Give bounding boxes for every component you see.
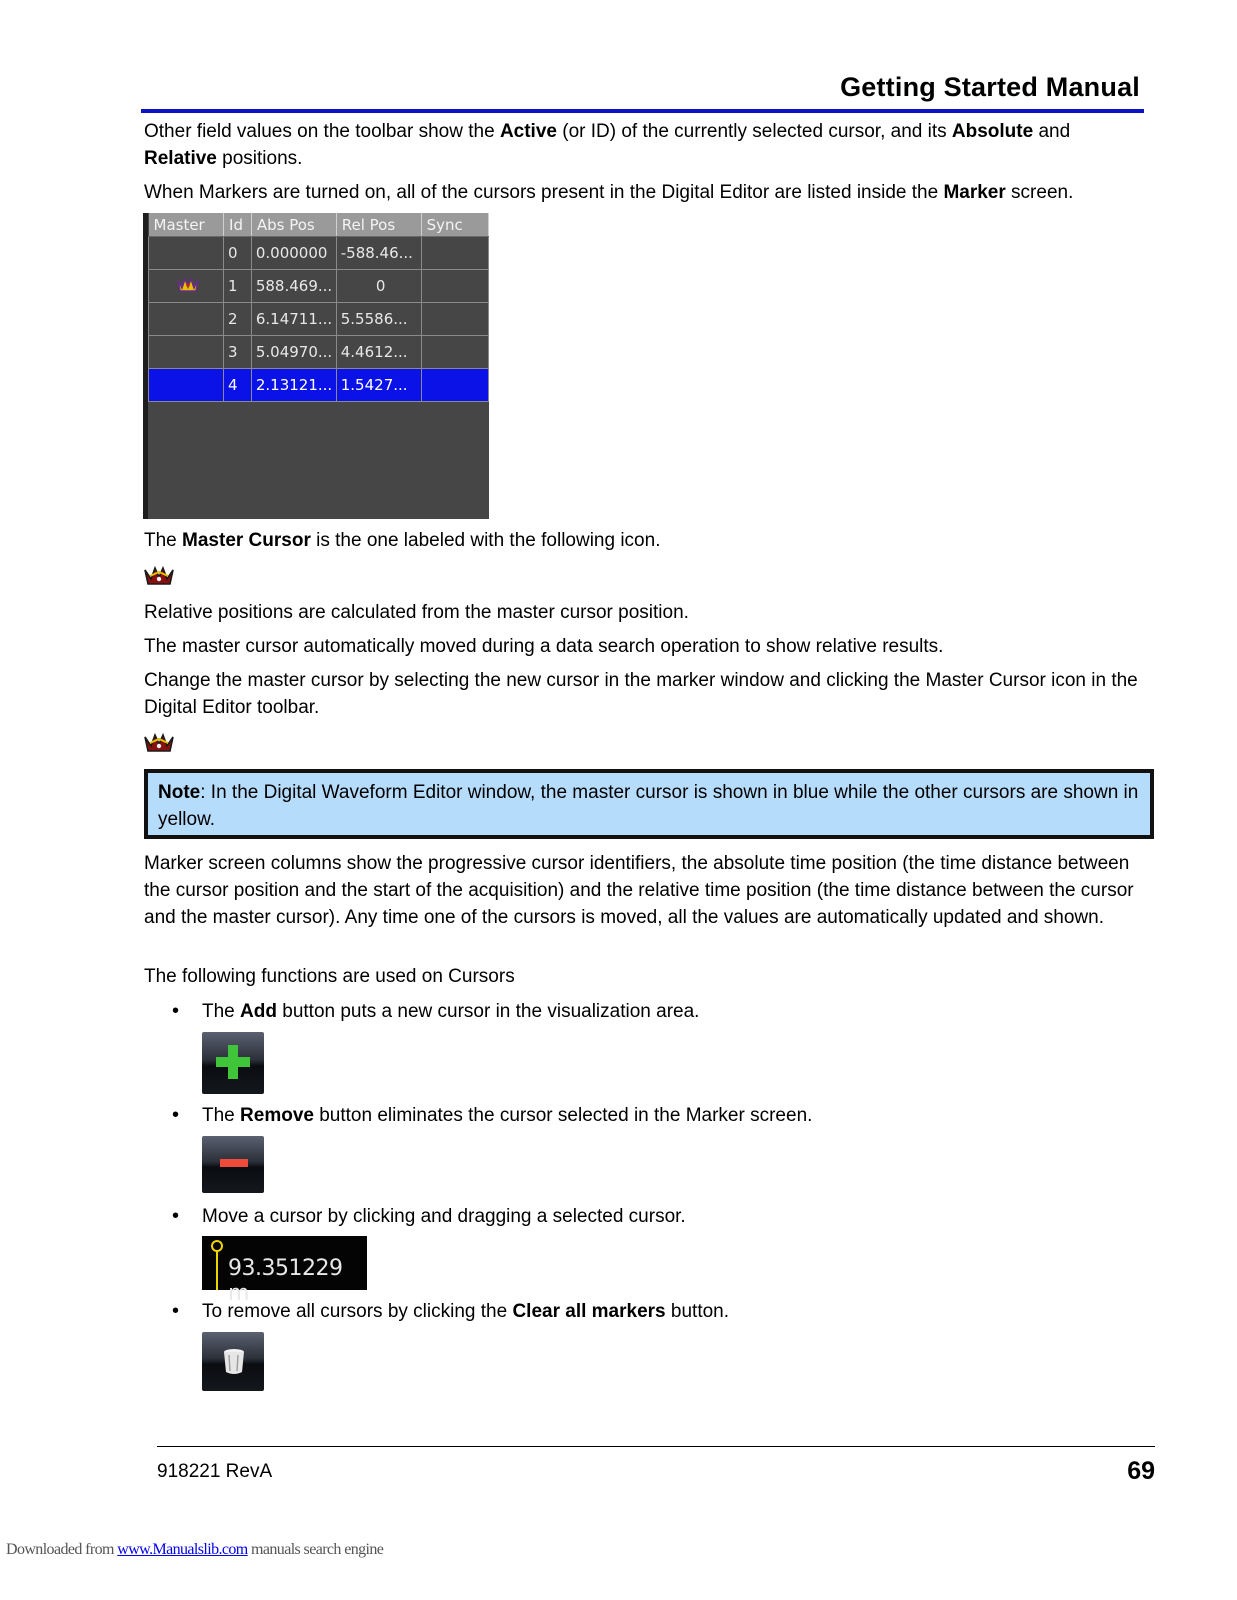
master-cursor-crown-icon	[176, 276, 200, 293]
col-abs-pos[interactable]: Abs Pos	[251, 213, 336, 237]
cell-master	[149, 369, 224, 402]
paragraph-marker-columns: Marker screen columns show the progressive cursor identifiers, the absolute time position (the time distance between the cursor position and the start of the acquisition) and the relative time position (the time distance between the cursor and the master cursor). Any time one of the cursors is moved, all the values are automatically updated and shown.	[144, 853, 1134, 928]
paragraph-master-cursor: The Master Cursor is the one labeled with the following icon.	[144, 530, 661, 551]
cell-master	[149, 270, 224, 303]
paragraph-data-search: The master cursor automatically moved during a data search operation to show relative results.	[144, 636, 944, 657]
master-cursor-crown-icon	[143, 564, 175, 586]
cell-abs: 5.04970...	[251, 336, 336, 369]
footer-rule	[157, 1446, 1155, 1447]
col-rel-pos[interactable]: Rel Pos	[336, 213, 421, 237]
list-item: • To remove all cursors by clicking the Clear all markers button.	[172, 1298, 729, 1325]
paragraph-change-master: Change the master cursor by selecting the new cursor in the marker window and clicking the Master Cursor icon in the Digital Editor toolbar.	[144, 670, 1138, 718]
list-item: • The Remove button eliminates the cursor selected in the Marker screen.	[172, 1102, 812, 1129]
bullet-remove	[172, 1102, 812, 1129]
cell-abs: 0.000000	[251, 237, 336, 270]
note-box	[144, 769, 1154, 839]
cell-sync	[421, 270, 488, 303]
cell-rel: 1.5427...	[336, 369, 421, 402]
cell-rel: 0	[336, 270, 421, 303]
add-button[interactable]	[202, 1032, 264, 1094]
note-text: : In the Digital Waveform Editor window, the master cursor is shown in blue while the other cursors are shown in yellow.	[158, 782, 1139, 830]
marker-screen	[143, 213, 489, 519]
list-item: • Move a cursor by clicking and dragging a selected cursor.	[172, 1203, 686, 1230]
cell-sync	[421, 336, 488, 369]
cell-rel: -588.46...	[336, 237, 421, 270]
paragraph-toolbar-fields: Other field values on the toolbar show the Active (or ID) of the currently selected cursor, and its Absolute and Relative positions.	[144, 121, 1071, 169]
cell-id: 4	[224, 369, 252, 402]
paragraph-functions-intro: The following functions are used on Cursors	[144, 966, 515, 987]
page-number: 69	[1127, 1457, 1155, 1485]
manualslib-link[interactable]: www.Manualslib.com	[117, 1541, 248, 1558]
bullet-add	[172, 998, 699, 1025]
cell-sync	[421, 303, 488, 336]
cell-rel: 4.4612...	[336, 336, 421, 369]
download-notice: Downloaded from www.Manualslib.com manuals search engine	[6, 1541, 384, 1558]
master-cursor-crown-icon[interactable]	[143, 731, 175, 753]
cell-id: 3	[224, 336, 252, 369]
table-row[interactable]	[149, 303, 489, 336]
col-master[interactable]: Master	[149, 213, 224, 237]
paragraph-markers-on: When Markers are turned on, all of the cursors present in the Digital Editor are listed inside the Marker screen.	[144, 182, 1074, 203]
table-row[interactable]	[149, 336, 489, 369]
col-sync[interactable]: Sync	[421, 213, 488, 237]
clear-all-markers-button[interactable]	[202, 1332, 264, 1391]
cell-abs: 588.469...	[251, 270, 336, 303]
col-id[interactable]: Id	[224, 213, 252, 237]
bullet-move	[172, 1203, 686, 1230]
remove-button[interactable]	[202, 1136, 264, 1193]
footer-doc-id: 918221 RevA	[157, 1461, 273, 1482]
note-label: Note	[158, 782, 201, 803]
bullet-clear	[172, 1298, 729, 1325]
cursor-handle[interactable]	[211, 1240, 223, 1252]
remove-minus-icon	[202, 1136, 264, 1193]
cursor-position-readout[interactable]	[202, 1236, 367, 1306]
table-row-selected[interactable]	[149, 369, 489, 402]
cell-master	[149, 336, 224, 369]
cell-id: 2	[224, 303, 252, 336]
paragraph-relative-positions: Relative positions are calculated from the master cursor position.	[144, 602, 689, 623]
marker-table	[148, 213, 489, 402]
cell-id: 1	[224, 270, 252, 303]
table-row[interactable]	[149, 237, 489, 270]
cell-master	[149, 303, 224, 336]
cell-master	[149, 237, 224, 270]
table-row[interactable]	[149, 270, 489, 303]
list-item: • The Add button puts a new cursor in the visualization area.	[172, 998, 699, 1025]
cell-abs: 2.13121...	[251, 369, 336, 402]
marker-table-header	[149, 213, 489, 237]
cursor-value: 93.351229 m	[228, 1256, 343, 1306]
cell-sync	[421, 237, 488, 270]
cell-rel: 5.5586...	[336, 303, 421, 336]
cell-id: 0	[224, 237, 252, 270]
cell-sync	[421, 369, 488, 402]
add-plus-icon	[202, 1032, 264, 1094]
header-title: Getting Started Manual	[840, 72, 1140, 102]
cell-abs: 6.14711...	[251, 303, 336, 336]
header-rule	[141, 109, 1144, 113]
trash-bin-icon	[202, 1332, 264, 1391]
